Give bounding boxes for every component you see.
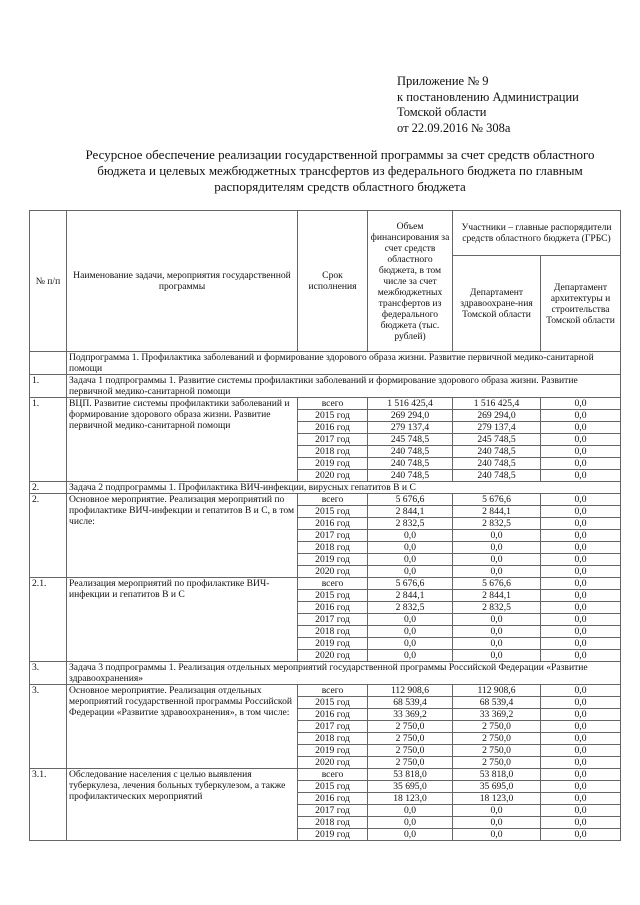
dept-architecture-amount-cell: 0,0 — [541, 817, 621, 829]
dept-architecture-amount-cell: 0,0 — [541, 638, 621, 650]
dept-health-amount-cell: 0,0 — [453, 817, 541, 829]
total-amount-cell: 0,0 — [368, 805, 453, 817]
period-cell: всего — [298, 769, 368, 781]
total-amount-cell: 2 844,1 — [368, 506, 453, 518]
dept-health-amount-cell: 1 516 425,4 — [453, 398, 541, 410]
period-cell: 2019 год — [298, 638, 368, 650]
dept-health-amount-cell: 18 123,0 — [453, 793, 541, 805]
period-cell: 2017 год — [298, 721, 368, 733]
dept-health-amount-cell: 2 832,5 — [453, 518, 541, 530]
total-amount-cell: 0,0 — [368, 530, 453, 542]
period-cell: всего — [298, 494, 368, 506]
total-amount-cell: 18 123,0 — [368, 793, 453, 805]
task-row — [30, 352, 621, 375]
total-amount-cell: 240 748,5 — [368, 446, 453, 458]
dept-architecture-amount-cell: 0,0 — [541, 709, 621, 721]
table-row — [30, 494, 621, 506]
period-cell: 2015 год — [298, 781, 368, 793]
dept-architecture-amount-cell: 0,0 — [541, 398, 621, 410]
row-number: 1. — [30, 398, 67, 482]
dept-architecture-amount-cell: 0,0 — [541, 566, 621, 578]
appendix-line: к постановлению Администрации — [397, 89, 579, 104]
activity-name: Основное мероприятие. Реализация мероприятий по профилактике ВИЧ-инфекции и гепатитов В и С, в том числе: — [67, 494, 298, 578]
total-amount-cell: 2 750,0 — [368, 733, 453, 745]
row-number: 2.1. — [30, 578, 67, 662]
period-cell: 2019 год — [298, 554, 368, 566]
period-cell: 2015 год — [298, 697, 368, 709]
total-amount-cell: 0,0 — [368, 614, 453, 626]
dept-health-amount-cell: 279 137,4 — [453, 422, 541, 434]
period-cell: 2018 год — [298, 817, 368, 829]
period-cell: 2017 год — [298, 614, 368, 626]
task-title: Задача 1 подпрограммы 1. Развитие системы профилактики заболеваний и формирование здорового образа жизни. Развитие первичной медико-санитарной помощи — [67, 375, 621, 398]
period-cell: 2018 год — [298, 542, 368, 554]
total-amount-cell: 2 750,0 — [368, 721, 453, 733]
period-cell: 2016 год — [298, 422, 368, 434]
total-amount-cell: 0,0 — [368, 650, 453, 662]
period-cell: 2018 год — [298, 446, 368, 458]
activity-name: Основное мероприятие. Реализация отдельных мероприятий государственной программы Российской Федерации «Развитие здравоохранения», в том числе: — [67, 685, 298, 769]
period-cell: 2017 год — [298, 805, 368, 817]
task-row — [30, 482, 621, 494]
dept-health-amount-cell: 0,0 — [453, 626, 541, 638]
table-row — [30, 578, 621, 590]
funding-table — [29, 210, 621, 841]
total-amount-cell: 0,0 — [368, 817, 453, 829]
document-title: Ресурсное обеспечение реализации государственной программы за счет средств областного бюджета и целевых межбюджетных трансфертов из федерального бюджета по главным распорядителям средств областного бюджета — [85, 147, 595, 194]
dept-architecture-amount-cell: 0,0 — [541, 446, 621, 458]
dept-architecture-amount-cell: 0,0 — [541, 470, 621, 482]
row-number — [30, 352, 67, 375]
dept-architecture-amount-cell: 0,0 — [541, 685, 621, 697]
dept-architecture-amount-cell: 0,0 — [541, 793, 621, 805]
dept-health-amount-cell: 112 908,6 — [453, 685, 541, 697]
period-cell: 2017 год — [298, 530, 368, 542]
dept-health-amount-cell: 0,0 — [453, 805, 541, 817]
dept-health-amount-cell: 269 294,0 — [453, 410, 541, 422]
total-amount-cell: 279 137,4 — [368, 422, 453, 434]
dept-health-amount-cell: 2 750,0 — [453, 733, 541, 745]
dept-architecture-amount-cell: 0,0 — [541, 578, 621, 590]
period-cell: всего — [298, 398, 368, 410]
period-cell: 2016 год — [298, 518, 368, 530]
dept-architecture-amount-cell: 0,0 — [541, 602, 621, 614]
appendix-line: от 22.09.2016 № 308а — [397, 120, 511, 135]
total-amount-cell: 0,0 — [368, 626, 453, 638]
total-amount-cell: 33 369,2 — [368, 709, 453, 721]
table-row — [30, 398, 621, 410]
total-amount-cell: 35 695,0 — [368, 781, 453, 793]
dept-health-amount-cell: 2 750,0 — [453, 745, 541, 757]
dept-architecture-amount-cell: 0,0 — [541, 733, 621, 745]
dept-architecture-amount-cell: 0,0 — [541, 530, 621, 542]
period-cell: 2016 год — [298, 709, 368, 721]
dept-health-amount-cell: 68 539,4 — [453, 697, 541, 709]
period-cell: 2015 год — [298, 410, 368, 422]
period-cell: всего — [298, 578, 368, 590]
header-dept-architecture: Департамент архитектуры и строительства Томской области — [541, 256, 621, 352]
dept-health-amount-cell: 0,0 — [453, 530, 541, 542]
dept-health-amount-cell: 33 369,2 — [453, 709, 541, 721]
dept-architecture-amount-cell: 0,0 — [541, 697, 621, 709]
total-amount-cell: 0,0 — [368, 542, 453, 554]
row-number: 2. — [30, 482, 67, 494]
dept-architecture-amount-cell: 0,0 — [541, 554, 621, 566]
activity-name: Реализация мероприятий по профилактике ВИЧ-инфекции и гепатитов В и С — [67, 578, 298, 662]
dept-architecture-amount-cell: 0,0 — [541, 757, 621, 769]
row-number: 1. — [30, 375, 67, 398]
total-amount-cell: 1 516 425,4 — [368, 398, 453, 410]
period-cell: 2015 год — [298, 506, 368, 518]
table-header-row — [30, 211, 621, 256]
dept-health-amount-cell: 35 695,0 — [453, 781, 541, 793]
activity-name: Обследование населения с целью выявления туберкулеза, лечения больных туберкулезом, а также профилактических мероприятий — [67, 769, 298, 841]
table-row — [30, 685, 621, 697]
task-title: Задача 2 подпрограммы 1. Профилактика ВИЧ-инфекции, вирусных гепатитов В и С — [67, 482, 621, 494]
period-cell: 2019 год — [298, 458, 368, 470]
total-amount-cell: 0,0 — [368, 554, 453, 566]
period-cell: 2018 год — [298, 626, 368, 638]
period-cell: 2016 год — [298, 602, 368, 614]
dept-architecture-amount-cell: 0,0 — [541, 422, 621, 434]
header-volume: Объем финансирования за счет средств областного бюджета, в том числе за счет межбюджетных трансфертов из федерального бюджета (тыс. рублей) — [368, 211, 453, 352]
period-cell: 2017 год — [298, 434, 368, 446]
period-cell: 2020 год — [298, 757, 368, 769]
dept-health-amount-cell: 0,0 — [453, 554, 541, 566]
row-number: 2. — [30, 494, 67, 578]
period-cell: 2018 год — [298, 733, 368, 745]
total-amount-cell: 112 908,6 — [368, 685, 453, 697]
header-term: Срок исполнения — [298, 211, 368, 352]
total-amount-cell: 5 676,6 — [368, 494, 453, 506]
dept-health-amount-cell: 240 748,5 — [453, 458, 541, 470]
dept-health-amount-cell: 240 748,5 — [453, 470, 541, 482]
period-cell: 2020 год — [298, 470, 368, 482]
task-row — [30, 375, 621, 398]
total-amount-cell: 240 748,5 — [368, 470, 453, 482]
dept-health-amount-cell: 0,0 — [453, 650, 541, 662]
header-dept-health: Департамент здравоохране-ния Томской области — [453, 256, 541, 352]
total-amount-cell: 2 750,0 — [368, 757, 453, 769]
period-cell: 2016 год — [298, 793, 368, 805]
task-title: Задача 3 подпрограммы 1. Реализация отдельных мероприятий государственной программы Российской Федерации «Развитие здравоохранения» — [67, 662, 621, 685]
appendix-line: Приложение № 9 — [397, 74, 489, 88]
dept-health-amount-cell: 5 676,6 — [453, 494, 541, 506]
period-cell: 2019 год — [298, 745, 368, 757]
activity-name: ВЦП. Развитие системы профилактики заболеваний и формирование здорового образа жизни. Развитие первичной медико-санитарной помощи — [67, 398, 298, 482]
dept-architecture-amount-cell: 0,0 — [541, 506, 621, 518]
period-cell: 2020 год — [298, 566, 368, 578]
dept-health-amount-cell: 2 832,5 — [453, 602, 541, 614]
period-cell: 2015 год — [298, 590, 368, 602]
dept-health-amount-cell: 0,0 — [453, 566, 541, 578]
dept-health-amount-cell: 0,0 — [453, 829, 541, 841]
total-amount-cell: 2 832,5 — [368, 602, 453, 614]
total-amount-cell: 269 294,0 — [368, 410, 453, 422]
total-amount-cell: 240 748,5 — [368, 458, 453, 470]
dept-architecture-amount-cell: 0,0 — [541, 650, 621, 662]
dept-architecture-amount-cell: 0,0 — [541, 626, 621, 638]
dept-health-amount-cell: 240 748,5 — [453, 446, 541, 458]
dept-architecture-amount-cell: 0,0 — [541, 518, 621, 530]
total-amount-cell: 2 844,1 — [368, 590, 453, 602]
dept-architecture-amount-cell: 0,0 — [541, 494, 621, 506]
header-participants: Участники – главные распорядители средств областного бюджета (ГРБС) — [453, 211, 621, 256]
period-cell: 2020 год — [298, 650, 368, 662]
row-number: 3.1. — [30, 769, 67, 841]
dept-health-amount-cell: 53 818,0 — [453, 769, 541, 781]
dept-health-amount-cell: 0,0 — [453, 614, 541, 626]
header-num: № п/п — [30, 211, 67, 352]
dept-health-amount-cell: 0,0 — [453, 638, 541, 650]
dept-health-amount-cell: 245 748,5 — [453, 434, 541, 446]
dept-architecture-amount-cell: 0,0 — [541, 458, 621, 470]
task-row — [30, 662, 621, 685]
dept-health-amount-cell: 2 750,0 — [453, 757, 541, 769]
task-title: Подпрограмма 1. Профилактика заболеваний и формирование здорового образа жизни. Развитие первичной медико-санитарной помощи — [67, 352, 621, 375]
dept-architecture-amount-cell: 0,0 — [541, 721, 621, 733]
total-amount-cell: 53 818,0 — [368, 769, 453, 781]
dept-health-amount-cell: 2 750,0 — [453, 721, 541, 733]
table-row — [30, 769, 621, 781]
total-amount-cell: 0,0 — [368, 638, 453, 650]
total-amount-cell: 245 748,5 — [368, 434, 453, 446]
dept-architecture-amount-cell: 0,0 — [541, 542, 621, 554]
total-amount-cell: 2 750,0 — [368, 745, 453, 757]
appendix-block — [397, 74, 579, 136]
dept-architecture-amount-cell: 0,0 — [541, 805, 621, 817]
dept-architecture-amount-cell: 0,0 — [541, 781, 621, 793]
row-number: 3. — [30, 662, 67, 685]
total-amount-cell: 68 539,4 — [368, 697, 453, 709]
total-amount-cell: 5 676,6 — [368, 578, 453, 590]
dept-health-amount-cell: 2 844,1 — [453, 590, 541, 602]
dept-architecture-amount-cell: 0,0 — [541, 745, 621, 757]
dept-architecture-amount-cell: 0,0 — [541, 434, 621, 446]
header-name: Наименование задачи, мероприятия государственной программы — [67, 211, 298, 352]
total-amount-cell: 0,0 — [368, 829, 453, 841]
dept-health-amount-cell: 0,0 — [453, 542, 541, 554]
row-number: 3. — [30, 685, 67, 769]
dept-architecture-amount-cell: 0,0 — [541, 829, 621, 841]
dept-architecture-amount-cell: 0,0 — [541, 410, 621, 422]
total-amount-cell: 0,0 — [368, 566, 453, 578]
period-cell: всего — [298, 685, 368, 697]
dept-architecture-amount-cell: 0,0 — [541, 590, 621, 602]
dept-architecture-amount-cell: 0,0 — [541, 769, 621, 781]
period-cell: 2019 год — [298, 829, 368, 841]
dept-health-amount-cell: 2 844,1 — [453, 506, 541, 518]
appendix-line: Томской области — [397, 105, 487, 119]
total-amount-cell: 2 832,5 — [368, 518, 453, 530]
dept-architecture-amount-cell: 0,0 — [541, 614, 621, 626]
dept-health-amount-cell: 5 676,6 — [453, 578, 541, 590]
